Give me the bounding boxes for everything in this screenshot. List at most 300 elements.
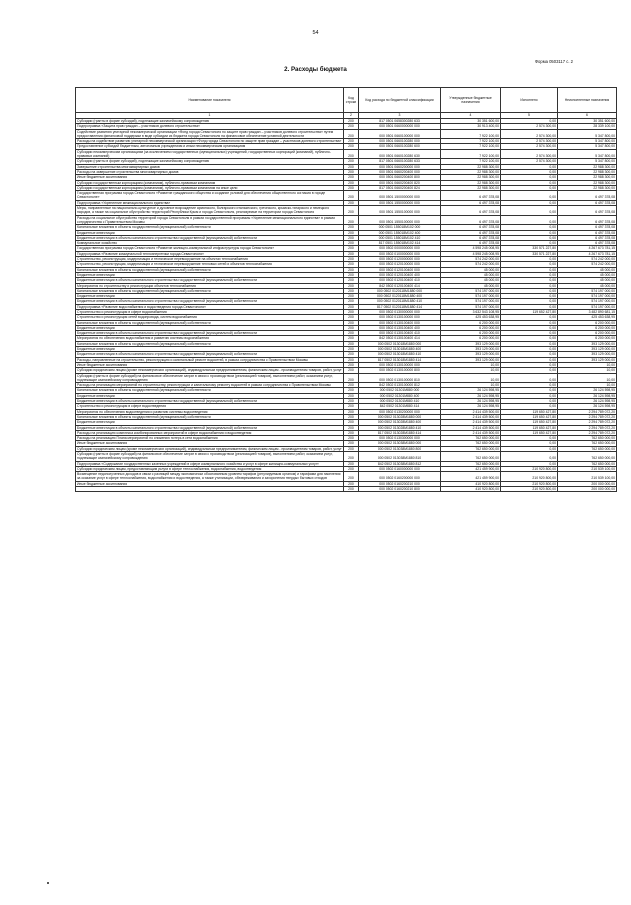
row-remaining: 4 267 673 781,15 [558,251,617,256]
row-line-code: 200 [344,294,359,299]
header-budget-code: Код расхода по бюджетной классификации [359,88,441,113]
row-budget-code: 000 0501 1550000000 000 [359,200,441,205]
row-name: Субсидии юридическим лицам, предоставляющим услуги в сфере теплоснабжения, водоснабжения, водоотведения [76,466,344,471]
row-line-code: 200 [344,315,359,320]
row-line-code: 200 [344,325,359,330]
row-executed: 0,00 [501,191,558,201]
row-budget-code: 000 0501 0660000000 000 [359,124,441,129]
row-name: Капитальные вложения в объекты государственной (муниципальной) собственности [76,320,344,325]
row-approved: 7 922 100,00 [441,144,501,149]
row-remaining: 6 200 000,00 [558,336,617,341]
table-body [76,119,617,492]
row-name: Капитальные вложения в объекты государственной (муниципальной) собственности [76,225,344,230]
row-budget-code: 000 0501 0660100280 000 [359,139,441,144]
row-approved: 7 922 100,00 [441,149,501,159]
row-line-code: 200 [344,230,359,235]
row-executed: 0,00 [501,325,558,330]
row-budget-code: 000 0501 0660100280 600 [359,144,441,149]
row-line-code: 200 [344,352,359,357]
row-executed: 0,00 [501,436,558,441]
row-executed: 330 571 227,80 [501,251,558,256]
row-approved: 10,00 [441,383,501,388]
row-line-code: 200 [344,180,359,185]
header-executed: Исполнено [501,88,558,113]
row-executed: 0,00 [501,336,558,341]
row-name: Субсидии (гранты в форме субсидий), подлежащие казначейскому сопровождению [76,119,344,124]
row-budget-code: 000 0502 0100000000 000 [359,251,441,256]
row-approved: 6 497 378,08 [441,191,501,201]
row-approved: 574 242 000,00 [441,257,501,262]
row-approved: 22 988 300,00 [441,169,501,174]
row-remaining: 10,00 [558,362,617,367]
row-budget-code: 000 0502 0130100400 400 [359,325,441,330]
row-budget-code: 000 0502 0120100400 400 [359,272,441,277]
row-executed: 0,00 [501,331,558,336]
row-approved: 10,00 [441,362,501,367]
row-approved: 421 459 900,00 [441,472,501,482]
row-remaining: 45 000,00 [558,278,617,283]
column-number: 4 [441,113,501,119]
header-approved: Утвержденные бюджетные назначения [441,88,501,113]
table-row [76,206,617,216]
row-executed: 119 652 427,80 [501,309,558,314]
row-executed: 0,00 [501,341,558,346]
row-line-code: 200 [344,430,359,435]
row-remaining: 574 197 000,00 [558,299,617,304]
row-remaining: 4 267 673 781,15 [558,246,617,251]
header-row [76,88,617,113]
row-remaining: 3 482 890 681,15 [558,309,617,314]
row-approved: 10,00 [441,368,501,373]
row-approved: 2 414 439 500,00 [441,430,501,435]
row-name: Субсидии юридическим лицам (кроме некоммерческих организаций), индивидуальным предпринимателям, физическим лицам - производителям товаров, работ, услуг [77,368,342,373]
row-remaining: 762 650 000,00 [558,436,617,441]
row-line-code: 200 [344,393,359,398]
row-budget-code: 000 0501 0660200400 800 [359,175,441,180]
row-budget-code: 000 0502 01301М880 000 [359,388,441,393]
row-line-code: 200 [344,159,359,164]
row-remaining: 200 000 000,00 [558,481,617,486]
row-name: Подпрограмма «Содержание государственных казенных учреждений в сфере коммунального хозяйства и услуг в сфере жилищно-коммунальных услуг» [76,461,344,466]
row-line-code: 200 [344,487,359,492]
row-line-code: 200 [344,144,359,149]
row-name: Государственная программа города Севастополя «Развитие жилищно-коммунальной инфраструктуры города Севастополя» [76,246,344,251]
row-approved: 30 351 600,00 [441,119,501,124]
row-approved: 6 200 000,00 [441,320,501,325]
row-approved: 762 650 000,00 [441,461,501,466]
row-remaining: 45 000,00 [558,283,617,288]
row-line-code: 200 [344,262,359,267]
row-line-code: 200 [344,331,359,336]
row-name: Субсидии (гранты в форме субсидий) на финансовое обеспечение затрат в связи с производством (реализацией товаров), выполнением работ, оказанием услуг, подлежащие казначейскому сопровождению [76,373,344,383]
row-budget-code: 000 0502 013018М1880 410 [359,352,441,357]
row-approved: 762 650 000,00 [441,452,501,462]
row-remaining: 45 000,00 [558,267,617,272]
row-name: Завершение строительства многоквартирных домов [76,164,344,169]
row-executed: 0,00 [501,352,558,357]
row-remaining: 393 129 000,00 [558,352,617,357]
row-name: Расходы на реализацию комплекса комбинированных мероприятий в сфере водоснабжения и водоотведения [76,430,344,435]
row-name: Бюджетные инвестиции [76,272,344,277]
row-name: Подпрограмма «Развитие водоснабжения и водоотведения города Севастополя» [76,304,344,309]
row-approved: 45 000,00 [441,267,501,272]
row-remaining: 30 351 600,00 [558,119,617,124]
column-number: 1 [76,113,344,119]
row-budget-code: 000 0501 1500000000 000 [359,191,441,201]
row-budget-code: 817 0502 013028М1880 414 [359,430,441,435]
row-approved: 4 598 245 008,95 [441,251,501,256]
row-executed: 0,00 [501,461,558,466]
row-name: Расходы на социальное обустройство территорий города Севастополя в рамках государственной программы «Укрепление межнационального единства» в рамках сотрудничества с Правительством Москвы [76,215,344,225]
row-budget-code: 000 0501 0660200000 000 [359,164,441,169]
row-approved: 762 650 000,00 [441,436,501,441]
row-budget-code: 000 0502 0130100000 800 [359,368,441,373]
row-line-code: 200 [344,200,359,205]
row-line-code: 200 [344,119,359,124]
row-approved: 22 988 300,00 [441,164,501,169]
row-name: Бюджетные инвестиции в объекты капитального строительства государственной (муниципальной) собственности [76,352,344,357]
row-remaining: 393 129 000,00 [558,357,617,362]
header-line-code: Код строки [344,88,359,113]
row-name: Бюджетные инвестиции [76,230,344,235]
row-budget-code: 000 0502 013038М1880 810 [359,452,441,462]
row-executed: 0,00 [501,373,558,383]
row-line-code: 200 [344,283,359,288]
row-budget-code: 000 0502 0160000000 000 [359,466,441,471]
row-line-code: 200 [344,368,359,373]
row-line-code: 200 [344,425,359,430]
row-line-code: 200 [344,414,359,419]
row-name: Коммунальное хозяйство [76,241,344,246]
row-executed: 0,00 [501,283,558,288]
row-remaining: 200 000 000,00 [558,487,617,492]
row-executed: 2 574 300,00 [501,129,558,139]
row-remaining: 574 197 000,00 [558,304,617,309]
row-name: Субсидии государственным корпорациям (компаниям), публично-правовым компаниям [76,180,344,185]
row-remaining: 10,00 [558,383,617,388]
row-name: Капитальные вложения в объекты государственной (муниципальной) собственности [76,288,344,293]
row-line-code: 200 [344,129,359,139]
row-name: Субсидии юридическим лицам (кроме некоммерческих организаций), индивидуальным предпринимателям, физическим лицам - производителям товаров, работ, услуг [77,446,342,451]
row-executed: 0,00 [501,206,558,216]
row-name: Иные бюджетные ассигнования [76,175,344,180]
row-executed: 0,00 [501,278,558,283]
row-budget-code: 000 0502 0130200000 000 [359,409,441,414]
row-line-code: 200 [344,164,359,169]
row-line-code: 200 [344,304,359,309]
row-approved: 393 129 000,00 [441,347,501,352]
row-approved: 26 124 598,95 [441,388,501,393]
row-name: Строительство, реконструкция, модернизация и техническое перевооружение на объектах теплоснабжения [76,257,344,262]
row-budget-code: 000 0502 013018М1880 000 [359,341,441,346]
row-line-code: 200 [344,278,359,283]
row-line-code: 200 [344,404,359,409]
row-line-code: 200 [344,362,359,367]
row-line-code: 200 [344,388,359,393]
row-remaining: 6 497 378,08 [558,225,617,230]
row-remaining: 6 497 378,08 [558,206,617,216]
row-remaining: 22 988 300,00 [558,175,617,180]
row-name: Капитальные вложения в объекты государственной (муниципальной) собственности [76,388,344,393]
row-line-code: 200 [344,299,359,304]
row-name: Иные бюджетные ассигнования [76,362,344,367]
row-line-code: 200 [344,347,359,352]
row-remaining: 762 650 000,00 [558,446,617,451]
row-budget-code: 000 0502 013038М1880 800 [359,446,441,451]
header-indicator-name: Наименование показателя [76,88,344,113]
row-name: Субсидии (гранты в форме субсидий), подлежащие казначейскому сопровождению [76,159,344,164]
row-executed: 0,00 [501,257,558,262]
row-budget-code: 000 0501 155018М102 400 [359,230,441,235]
row-remaining: 5 347 800,00 [558,149,617,159]
row-line-code: 200 [344,420,359,425]
row-line-code: 200 [344,466,359,471]
row-approved: 574 197 000,00 [441,299,501,304]
row-budget-code: 000 0502 0160200000 000 [359,472,441,482]
table-row [76,472,617,482]
row-name: Возмещение недополученных доходов в связи с разницей между экономически обоснованным уровнем тарифов (регулируемым органом) и тарифами для населения за оказание услуг в сфере теплоснабжения, водоснабжения и водоотведения, а также утилизации, обезвреживания и захоронения твердых бытовых отходов [76,472,344,482]
row-remaining: 6 497 378,08 [558,235,617,240]
row-budget-code: 817 0501 0660100280 633 [359,159,441,164]
row-remaining: 26 124 598,95 [558,404,617,409]
row-name: Бюджетные инвестиции в объекты капитального строительства государственной (муниципальной) собственности [76,425,344,430]
row-approved: 7 922 100,00 [441,139,501,144]
row-budget-code: 000 0502 013028М1880 410 [359,425,441,430]
row-budget-code: 000 0502 0120118М1880 410 [359,299,441,304]
row-approved: 762 650 000,00 [441,441,501,446]
page-mark [47,882,49,884]
column-number: 3 [359,113,441,119]
row-remaining: 10,00 [558,368,617,373]
column-number: 2 [344,113,359,119]
row-line-code: 200 [344,139,359,144]
row-approved: 762 650 000,00 [441,446,501,451]
row-line-code: 200 [344,191,359,201]
row-remaining: 2 294 789 072,20 [558,430,617,435]
column-number: 6 [558,113,617,119]
row-name: Капитальные вложения в объекты государственной (муниципальной) собственности [76,341,344,346]
row-name: Подпрограмма «Защита прав граждан – участников долевого строительства» [76,124,344,129]
row-budget-code: 842 0502 0130100400 414 [359,336,441,341]
page-title: 2. Расходы бюджета [284,66,347,73]
row-name: Подпрограмма «Укрепление межнационального единства» [76,200,344,205]
row-name: Меры, направленные на национально-культурное и духовное возрождение армянского, болгарского итальянского, греческого, крымско-татарского и немецкого народов, а также на социальное обустройство территорий Республики Крым и города Севастополя, реализуемые на территории города Севастополя [76,206,344,216]
row-budget-code: 000 0502 0160200210 000 [359,481,441,486]
row-budget-code: 000 0501 155018М102 410 [359,235,441,240]
row-executed: 0,00 [501,180,558,185]
row-approved: 6 200 000,00 [441,336,501,341]
row-line-code: 200 [344,257,359,262]
row-approved: 410 920 800,00 [441,481,501,486]
row-executed: 0,00 [501,169,558,174]
row-approved: 393 129 000,00 [441,357,501,362]
row-remaining: 28 339 100,00 [558,124,617,129]
row-name: Капитальные вложения в объекты государственной (муниципальной) собственности [76,414,344,419]
row-line-code: 200 [344,341,359,346]
row-executed: 0,00 [501,294,558,299]
row-approved: 574 197 000,00 [441,288,501,293]
row-budget-code: 000 0502 0130100000 000 [359,315,441,320]
row-approved: 45 000,00 [441,283,501,288]
row-budget-code: 842 0502 0130100000 812 [359,383,441,388]
row-line-code: 200 [344,472,359,482]
row-approved: 26 124 598,95 [441,404,501,409]
row-approved: 30 913 400,00 [441,124,501,129]
table-row [76,373,617,383]
row-executed: 0,00 [501,383,558,388]
row-executed: 2 574 300,00 [501,124,558,129]
row-budget-code: 000 0502 0120000000 000 [359,257,441,262]
row-name: Бюджетные инвестиции в объекты капитального строительства государственной (муниципальной) собственности [76,331,344,336]
row-line-code: 200 [344,461,359,466]
column-number: 5 [501,113,558,119]
row-budget-code: 000 0502 0120100400 000 [359,267,441,272]
row-approved: 421 459 900,00 [441,466,501,471]
row-approved: 6 497 378,08 [441,241,501,246]
row-remaining: 6 497 378,08 [558,241,617,246]
row-line-code: 200 [344,452,359,462]
row-name: Субсидии некоммерческим организациям (за исключением государственных (муниципальных) учреждений, государственных корпораций (компаний), публично-правовых компаний) [76,149,344,159]
row-remaining: 210 539 100,00 [558,472,617,482]
row-remaining: 6 497 378,08 [558,191,617,201]
row-remaining: 393 129 000,00 [558,341,617,346]
row-line-code: 200 [344,481,359,486]
row-name: Содействие развитию унитарной некоммерческой организации «Фонд города Севастополя по защите прав граждан – участников долевого строительства» путем предоставления финансовой поддержки в виде субсидии из бюджета города Севастополя на финансовое обеспечение уставной деятельности [76,129,344,139]
row-remaining: 574 242 000,00 [558,257,617,262]
row-approved: 45 000,00 [441,272,501,277]
row-name: Мероприятия по обеспечению водоотведения и развитию системы водоотведения [76,409,344,414]
row-approved: 6 497 378,08 [441,235,501,240]
row-executed: 210 920 800,00 [501,472,558,482]
row-budget-code: 000 0502 0130100400 410 [359,331,441,336]
row-approved: 26 124 598,95 [441,393,501,398]
row-remaining: 762 650 000,00 [558,441,617,446]
row-budget-code: 000 0501 0660200400 820 [359,180,441,185]
row-approved: 393 129 000,00 [441,341,501,346]
table-row [76,215,617,225]
row-remaining: 45 000,00 [558,272,617,277]
row-line-code: 200 [344,320,359,325]
row-executed: 0,00 [501,164,558,169]
row-line-code: 200 [344,267,359,272]
row-executed: 210 920 800,00 [501,487,558,492]
row-approved: 6 497 378,08 [441,230,501,235]
row-executed: 0,00 [501,393,558,398]
row-executed: 0,00 [501,357,558,362]
budget-expenditure-table [75,87,617,492]
row-budget-code: 000 0502 0120100400 410 [359,278,441,283]
row-executed: 210 920 800,00 [501,481,558,486]
row-budget-code: 000 0502 013028М1880 000 [359,414,441,419]
row-executed: 0,00 [501,267,558,272]
row-executed: 0,00 [501,368,558,373]
table-row [76,149,617,159]
row-line-code: 200 [344,336,359,341]
row-name: Бюджетные инвестиции в объекты капитального строительства государственной (муниципальной) собственности [76,278,344,283]
row-executed: 0,00 [501,388,558,393]
row-remaining: 22 988 300,00 [558,164,617,169]
row-remaining: 26 124 598,95 [558,393,617,398]
row-approved: 22 988 300,00 [441,175,501,180]
row-executed: 0,00 [501,315,558,320]
row-budget-code: 000 0501 1550100000 000 [359,215,441,225]
row-remaining: 5 347 800,00 [558,129,617,139]
row-name: Бюджетные инвестиции [76,347,344,352]
row-executed: 0,00 [501,200,558,205]
table-row [76,452,617,462]
row-name: Подпрограмма «Развитие коммунальной теплоэнергетики города Севастополя» [76,251,344,256]
row-budget-code: 000 0501 0660200400 000 [359,169,441,174]
row-name [76,487,344,492]
row-executed: 2 574 300,00 [501,139,558,144]
row-name: Иные бюджетные ассигнования [76,441,344,446]
row-approved: 22 988 300,00 [441,185,501,190]
page-number: 54 [312,30,319,36]
row-line-code: 200 [344,175,359,180]
row-name: Строительство и реконструкция в сфере водоотведения [76,404,344,409]
row-approved: 574 197 000,00 [441,294,501,299]
row-approved: 10,00 [441,373,501,383]
row-line-code: 200 [344,215,359,225]
row-line-code: 200 [344,149,359,159]
row-budget-code: 000 0502 01301М880 400 [359,393,441,398]
row-line-code: 200 [344,241,359,246]
row-approved: 6 497 378,08 [441,215,501,225]
row-remaining: 22 988 300,00 [558,180,617,185]
row-approved: 6 200 000,00 [441,331,501,336]
row-name: Предоставление субсидий бюджетным, автономным учреждениям и иным некоммерческим организациям [76,144,344,149]
row-budget-code: 842 0502 0120100400 414 [359,283,441,288]
row-remaining: 574 197 000,00 [558,288,617,293]
row-approved: 22 988 300,00 [441,180,501,185]
row-executed: 119 650 427,80 [501,414,558,419]
row-budget-code: 000 0502 0000000000 000 [359,246,441,251]
row-executed: 0,00 [501,452,558,462]
row-budget-code: 000 0502 0130100400 000 [359,320,441,325]
row-line-code: 200 [344,225,359,230]
row-name: Расходы на реализацию мероприятий по строительству, реконструкции и капитальному ремонту водосетей в рамках сотрудничества с Правительством Москвы [76,383,344,388]
row-approved: 410 920 800,00 [441,487,501,492]
row-budget-code: 000 0502 0120100000 000 [359,262,441,267]
row-budget-code: 000 0502 0160200210 800 [359,487,441,492]
row-line-code: 200 [344,409,359,414]
row-approved: 6 200 000,00 [441,325,501,330]
row-approved: 2 414 439 500,00 [441,409,501,414]
row-executed: 2 574 300,00 [501,159,558,164]
row-executed: 2 574 300,00 [501,144,558,149]
row-approved: 574 242 000,00 [441,262,501,267]
row-executed: 0,00 [501,225,558,230]
row-name: Строительство и реконструкция сетей водопровода, систем водоснабжения [76,315,344,320]
row-name: Бюджетные инвестиции [76,393,344,398]
row-budget-code: 000 0502 013018М1880 400 [359,347,441,352]
table-row [76,487,617,492]
row-approved: 6 497 378,08 [441,225,501,230]
row-executed: 0,00 [501,262,558,267]
row-line-code: 200 [344,399,359,404]
row-executed: 0,00 [501,288,558,293]
row-budget-code: 000 0501 1550100000 000 [359,206,441,216]
row-name: Расходы на завершение строительства многоквартирных домов [76,169,344,174]
row-remaining: 574 197 000,00 [558,294,617,299]
row-approved: 2 414 439 500,00 [441,414,501,419]
row-remaining: 762 650 000,00 [558,452,617,462]
row-budget-code: 000 0502 0120118М1880 000 [359,288,441,293]
table-row [76,191,617,201]
row-name: Строительство и реконструкция в сфере водоснабжения [76,309,344,314]
row-line-code: 200 [344,373,359,383]
row-remaining: 22 988 300,00 [558,169,617,174]
